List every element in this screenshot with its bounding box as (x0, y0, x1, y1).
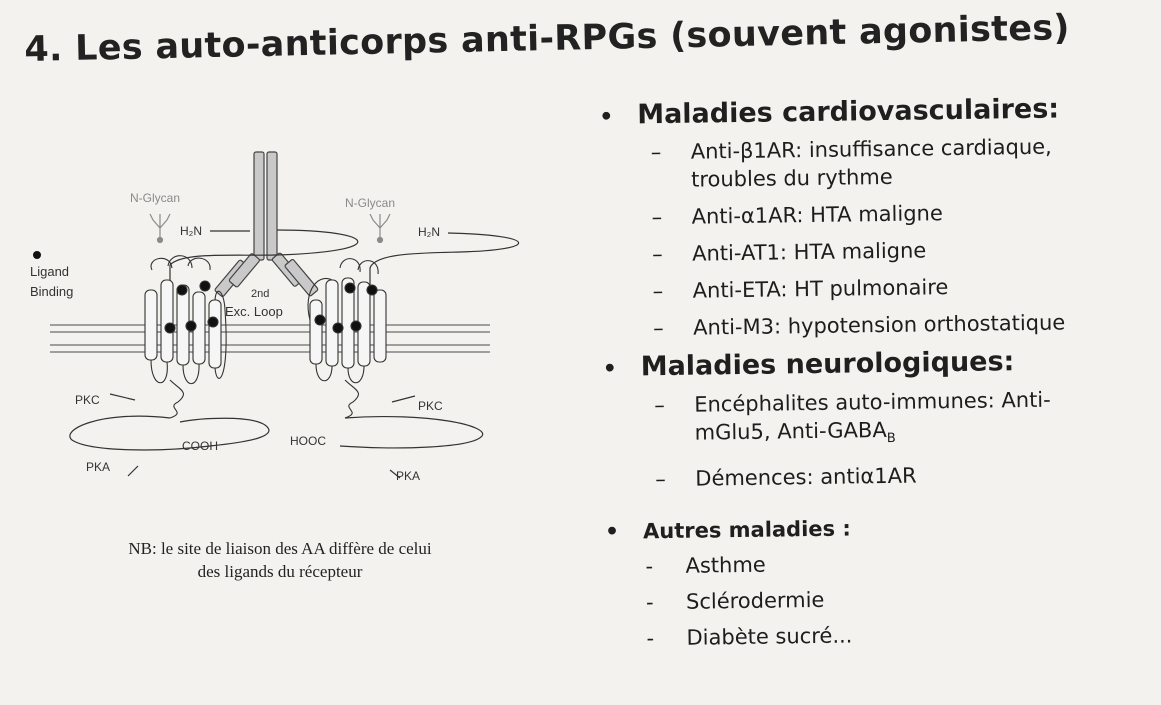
list-item (652, 233, 1157, 268)
hooc-label: HOOC (290, 434, 326, 448)
nb-note-line1: NB: le site de liaison des AA diffère de celui (128, 539, 432, 558)
item-text: Anti-M3: hypotension orthostatique (693, 310, 1066, 340)
item-text: Anti-β1AR: insuffisance cardiaque, (690, 134, 1052, 164)
dash-icon: - (645, 554, 654, 579)
ligand-dot-icon (33, 251, 41, 259)
bullet-list (595, 92, 1161, 661)
item-text: Diabète sucré... (686, 623, 853, 650)
dash-icon: – (652, 279, 664, 304)
slide-title: 4. Les auto-anticorps anti-RPGs (souvent agonistes) (24, 8, 1071, 70)
dash-icon: - (646, 626, 655, 651)
c-terminus-right (340, 417, 483, 448)
list-item (652, 270, 1157, 305)
n-glycan-left-icon (150, 214, 170, 243)
section-cardiovascular (595, 92, 1158, 343)
section-heading: Maladies neurologiques: (640, 346, 1015, 383)
pka-right-label: PKA (396, 469, 421, 483)
dash-icon: – (653, 316, 664, 341)
item-text-line2: mGlu5, Anti-GABA (694, 417, 887, 445)
list-item (653, 307, 1158, 342)
pka-left-label: PKA (86, 460, 111, 474)
receptor-right (308, 259, 386, 418)
cooh-label: COOH (182, 439, 218, 453)
bullet-icon: • (599, 104, 614, 130)
subscript-b: B (886, 431, 896, 447)
receptor-antibody-diagram (20, 140, 580, 530)
dash-icon: – (651, 242, 663, 267)
list-item (646, 581, 1161, 616)
item-text: Anti-ETA: HT pulmonaire (692, 275, 949, 303)
item-text: Sclérodermie (685, 588, 825, 614)
list-item (654, 384, 1160, 456)
n-glycan-right-label: N-Glycan (345, 196, 396, 210)
loop-label-line1: 2nd (251, 288, 270, 300)
list-item (645, 545, 1161, 580)
bullet-icon: • (602, 356, 617, 382)
n-terminus-right (370, 233, 519, 290)
h2n-left-label: H₂N (180, 224, 202, 238)
loop-label-line2: Exc. Loop (225, 304, 283, 319)
item-text: Démences: antiα1AR (695, 463, 917, 491)
dash-icon: – (650, 140, 662, 165)
list-item (646, 617, 1161, 652)
item-text: Asthme (685, 552, 766, 578)
dash-icon: - (645, 590, 654, 615)
section-heading: Autres maladies : (642, 516, 851, 544)
n-glycan-left-label: N-Glycan (130, 191, 181, 205)
antibody-icon (214, 152, 318, 297)
item-text: Anti-AT1: HTA maligne (691, 238, 927, 266)
list-item (655, 458, 1160, 493)
nb-note (40, 537, 520, 583)
cell-membrane (50, 325, 490, 352)
ligand-binding-label: Ligand (30, 264, 70, 279)
item-text-line2: troubles du rythme (690, 164, 893, 192)
receptor-left (145, 256, 226, 418)
section-neurological (599, 344, 1161, 494)
list-item (651, 131, 1157, 194)
pkc-right-label: PKC (418, 399, 443, 413)
n-glycan-right-icon (370, 214, 390, 243)
list-item (651, 196, 1156, 231)
dash-icon: – (651, 205, 663, 230)
dash-icon: – (654, 393, 665, 418)
section-other (601, 512, 1161, 653)
c-terminus-left (70, 416, 269, 450)
ligand-binding-label-2: Binding (30, 284, 74, 299)
nb-note-line2: des ligands du récepteur (197, 562, 363, 581)
pkc-left-label: PKC (75, 393, 100, 407)
item-text: Encéphalites auto-immunes: Anti- (694, 387, 1051, 417)
bullet-icon: • (604, 519, 620, 546)
item-text: Anti-α1AR: HTA maligne (691, 201, 943, 229)
dash-icon: – (655, 467, 666, 492)
h2n-right-label: H₂N (418, 225, 440, 239)
section-heading: Maladies cardiovasculaires: (636, 93, 1060, 131)
